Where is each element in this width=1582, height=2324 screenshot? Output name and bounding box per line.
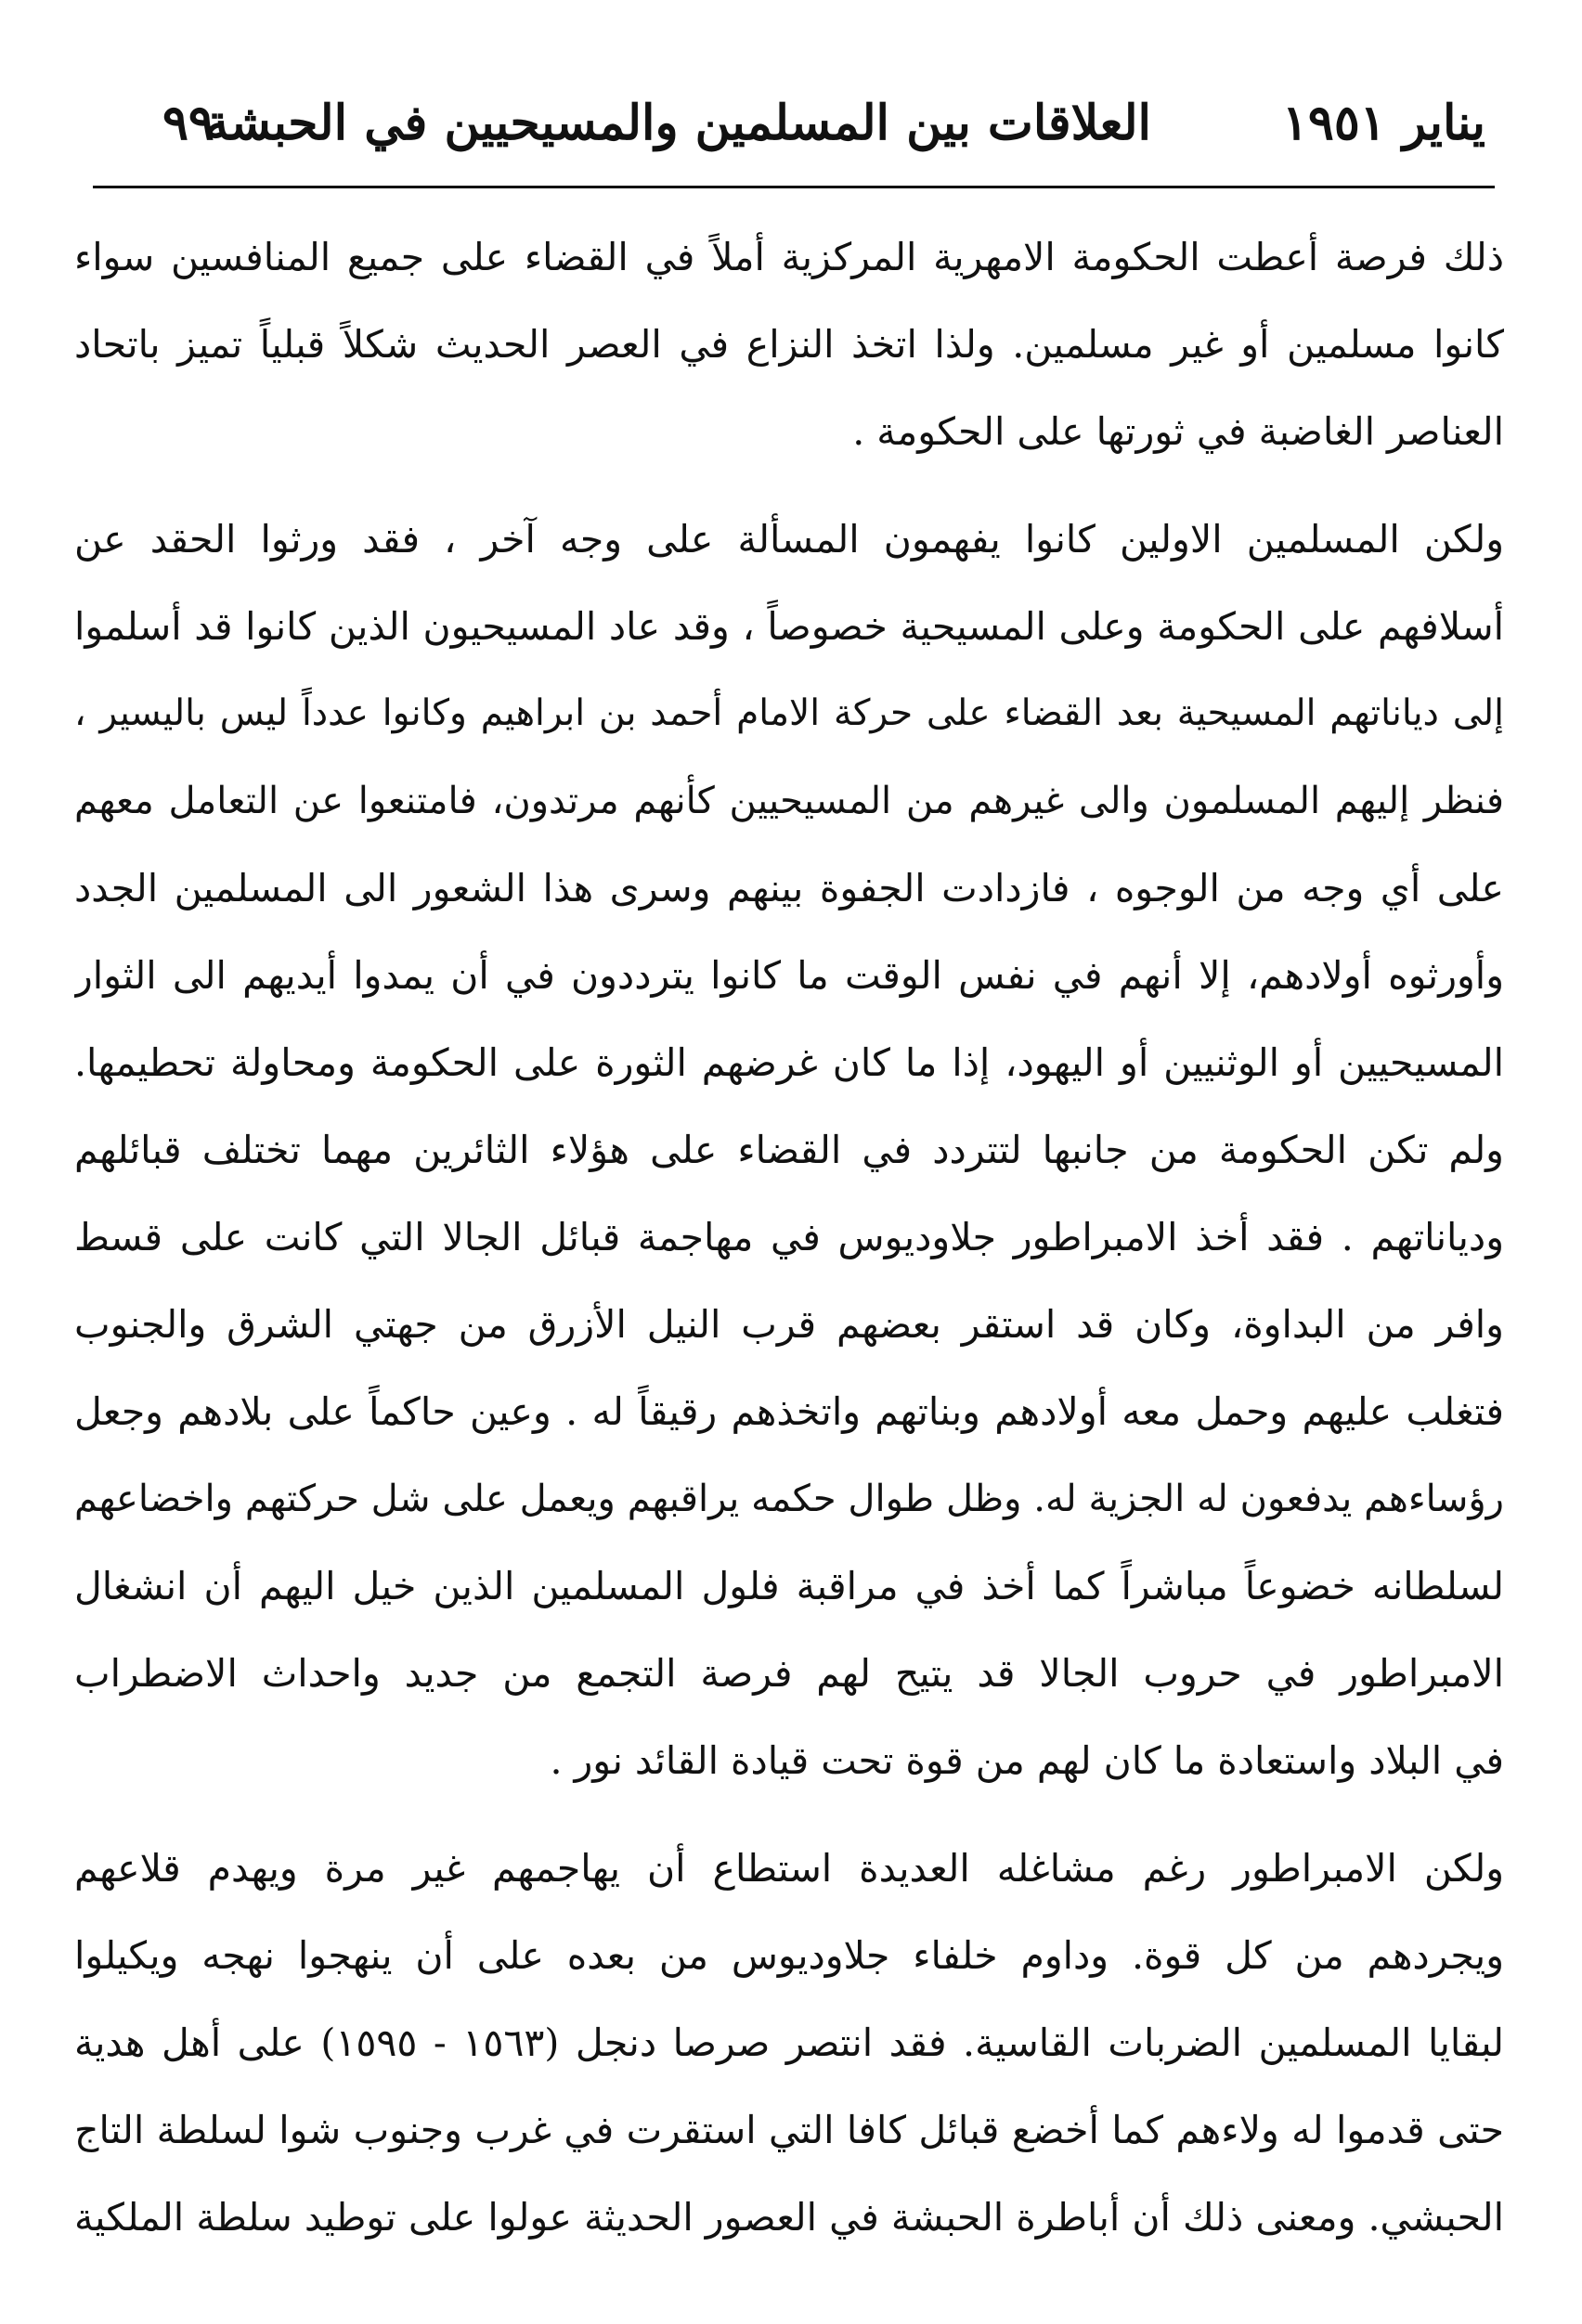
text-line: ودياناتهم . فقد أخذ الامبراطور جلاوديوس في مهاجمة قبائل الجالا التي كانت على قسط (74, 1215, 1504, 1259)
text-line: وأورثوه أولادهم، إلا أنهم في نفس الوقت ما كانوا يترددون في أن يمدوا أيديهم الى الثوار (74, 953, 1504, 998)
page-number: ٩٩ (162, 95, 214, 151)
text-line: في البلاد واستعادة ما كان لهم من قوة تحت قيادة القائد نور . (550, 1738, 1504, 1783)
text-line: ولم تكن الحكومة من جانبها لتتردد في القضاء على هؤلاء الثائرين مهما تختلف قبائلهم (74, 1128, 1504, 1172)
text-line: على أي وجه من الوجوه ، فازدادت الجفوة بينهم وسرى هذا الشعور الى المسلمين الجدد (74, 866, 1504, 910)
text-line: ذلك فرصة أعطت الحكومة الامهرية المركزية أملاً في القضاء على جميع المنافسين سواء (74, 235, 1504, 279)
text-line: لبقايا المسلمين الضربات القاسية. فقد انتصر صرصا دنجل (١٥٦٣ - ١٥٩٥) على أهل هدية (74, 2021, 1504, 2065)
text-line: فنظر إليهم المسلمون والى غيرهم من المسيحيين كأنهم مرتدون، فامتنعوا عن التعامل معهم (74, 780, 1504, 822)
text-line: حتى قدموا له ولاءهم كما أخضع قبائل كافا التي استقرت في غرب وجنوب شوا لسلطة التاج (74, 2108, 1504, 2152)
header-date: يناير ١٩٥١ (1282, 95, 1485, 151)
body-text (74, 213, 1504, 2261)
paragraph-gap (74, 475, 1504, 496)
text-line: إلى دياناتهم المسيحية بعد القضاء على حركة الامام أحمد بن ابراهيم وكانوا عدداً ليس باليسير ، (74, 692, 1504, 734)
text-line: وافر من البداوة، وكان قد استقر بعضهم قرب النيل الأزرق من جهتي الشرق والجنوب (74, 1302, 1504, 1347)
text-line: ولكن الامبراطور رغم مشاغله العديدة استطاع أن يهاجمهم غير مرة ويهدم قلاعهم (74, 1846, 1504, 1891)
text-line: ولكن المسلمين الاولين كانوا يفهمون المسألة على وجه آخر ، فقد ورثوا الحقد عن (74, 517, 1504, 562)
text-line: أسلافهم على الحكومة وعلى المسيحية خصوصاً ، وقد عاد المسيحيون الذين كانوا قد أسلموا (74, 604, 1504, 649)
running-header (88, 82, 1485, 165)
text-line: رؤساءهم يدفعون له الجزية له. وظل طوال حكمه يراقبهم ويعمل على شل حركتهم واخضاعهم (74, 1478, 1504, 1520)
text-line: الحبشي. ومعنى ذلك أن أباطرة الحبشة في العصور الحديثة عولوا على توطيد سلطة الملكية (74, 2195, 1504, 2240)
header-divider (93, 186, 1495, 188)
text-line: المسيحيين أو الوثنيين أو اليهود، إذا ما كان غرضهم الثورة على الحكومة ومحاولة تحطيمها. (74, 1040, 1504, 1085)
text-line: العناصر الغاضبة في ثورتها على الحكومة . (852, 409, 1504, 454)
header-title: العلاقات بين المسلمين والمسيحيين في الحبشة (204, 95, 1151, 151)
paragraph-gap (74, 1804, 1504, 1825)
text-line: الامبراطور في حروب الجالا قد يتيح لهم فرصة التجمع من جديد واحداث الاضطراب (74, 1651, 1504, 1696)
text-line: لسلطانه خضوعاً مباشراً كما أخذ في مراقبة فلول المسلمين الذين خيل اليهم أن انشغال (74, 1564, 1504, 1608)
text-line: ويجردهم من كل قوة. وداوم خلفاء جلاوديوس من بعده على أن ينهجوا نهجه ويكيلوا (74, 1933, 1504, 1978)
text-line: فتغلب عليهم وحمل معه أولادهم وبناتهم واتخذهم رقيقاً له . وعين حاكماً على بلادهم وجعل (74, 1389, 1504, 1434)
text-line: كانوا مسلمين أو غير مسلمين. ولذا اتخذ النزاع في العصر الحديث شكلاً قبلياً تميز باتحاد (74, 322, 1504, 367)
